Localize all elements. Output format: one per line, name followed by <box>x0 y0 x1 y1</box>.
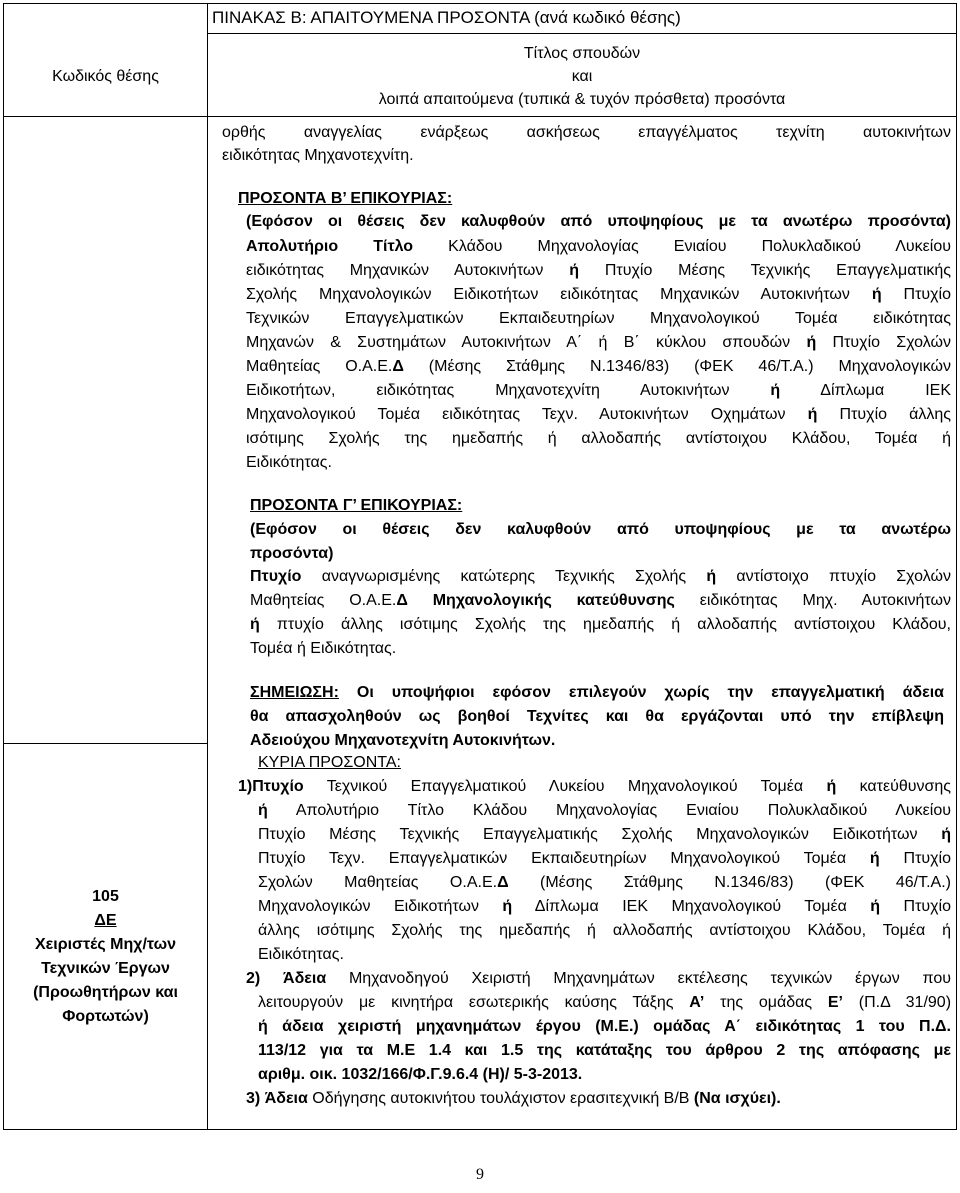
position-title-line4: Φορτωτών) <box>62 1008 149 1025</box>
note-line1: ΣΗΜΕΙΩΣΗ: Οι υποψήφιοι εφόσον επιλεγούν χωρίς την επαγγελματική άδεια <box>250 684 945 701</box>
main-heading: ΚΥΡΙΑ ΠΡΟΣΟΝΤΑ: <box>258 754 401 771</box>
item2-line1: 2) Άδεια Μηχανοδηγού Χειριστή Μηχανημάτων εκτέλεσης τεχνικών έργων που <box>246 970 951 987</box>
item1-line5: Σχολών Μαθητείας Ο.Α.Ε.Δ (Μέσης Στάθμης Ν.1346/83) (ΦΕΚ 46/Τ.Α.) <box>258 874 952 891</box>
section-b-line9: Μηχανολογικού Τομέα ειδικότητας Τεχν. Αυτοκινήτων Οχημάτων ή Πτυχίο άλλης <box>246 406 952 423</box>
position-title-line3: (Προωθητήρων και <box>33 984 178 1001</box>
col2-header-line1: Τίτλος σπουδών <box>523 45 641 62</box>
item3-line1: 3) Άδεια Οδήγησης αυτοκινήτου τουλάχιστον ερασιτεχνική Β/Β (Να ισχύει). <box>246 1090 781 1107</box>
section-b-line11: Ειδικότητας. <box>246 454 332 471</box>
note-line3: Αδειούχου Μηχανοτεχνίτη Αυτοκινήτων. <box>250 732 556 749</box>
section-b-line5: Τεχνικών Επαγγελματικών Εκπαιδευτηρίων Μηχανολογικού Τομέα ειδικότητας <box>246 310 951 327</box>
item1-line8: Ειδικότητας. <box>258 946 344 963</box>
section-c-line2: προσόντα) <box>250 545 334 562</box>
position-code: 105 <box>92 888 119 905</box>
table-title: ΠΙΝΑΚΑΣ Β: ΑΠΑΙΤΟΥΜΕΝΑ ΠΡΟΣΟΝΤΑ (ανά κωδικό θέσης) <box>212 8 681 27</box>
item1-line1: 1)Πτυχίο Τεχνικού Επαγγελματικού Λυκείου Μηχανολογικού Τομέα ή κατεύθυνσης <box>238 778 951 795</box>
item1-line3: Πτυχίο Μέσης Τεχνικής Επαγγελματικής Σχολής Μηχανολογικών Ειδικοτήτων ή <box>258 826 951 843</box>
title-row-divider <box>207 33 956 34</box>
section-b-line8: Ειδικοτήτων, ειδικότητας Μηχανοτεχνίτη Αυτοκινήτων ή Δίπλωμα ΙΕΚ <box>246 382 951 399</box>
section-c-line3: Πτυχίο αναγνωρισμένης κατώτερης Τεχνικής Σχολής ή αντίστοιχο πτυχίο Σχολών <box>250 568 951 585</box>
item2-line5: αριθμ. οικ. 1032/166/Φ.Γ.9.6.4 (Η)/ 5-3-2013. <box>258 1066 583 1083</box>
section-c-line1: (Εφόσον οι θέσεις δεν καλυφθούν από υποψηφίους με τα ανωτέρω <box>250 521 951 538</box>
section-c-line6: Τομέα ή Ειδικότητας. <box>250 640 397 657</box>
page-number: 9 <box>476 1166 484 1183</box>
continuation-line2: ειδικότητας Μηχανοτεχνίτη. <box>222 147 414 164</box>
col2-header-line2: και <box>571 68 593 85</box>
item1-line6: Μηχανολογικών Ειδικοτήτων ή Δίπλωμα ΙΕΚ Μηχανολογικού Τομέα ή Πτυχίο <box>258 898 951 915</box>
section-row-divider <box>3 743 207 744</box>
item2-line3: ή άδεια χειριστή μηχανημάτων έργου (Μ.Ε.) ομάδας Α΄ ειδικότητας 1 του Π.Δ. <box>258 1018 951 1035</box>
section-b-line3: ειδικότητας Μηχανικών Αυτοκινήτων ή Πτυχίο Μέσης Τεχνικής Επαγγελματικής <box>246 262 951 279</box>
continuation-line1: ορθής αναγγελίας ενάρξεως ασκήσεως επαγγέλματος τεχνίτη αυτοκινήτων <box>222 124 951 141</box>
section-c-line5: ή πτυχίο άλλης ισότιμης Σχολής της ημεδαπής ή αλλοδαπής αντίστοιχου Κλάδου, <box>250 616 951 633</box>
column-divider <box>207 3 208 1130</box>
table-border-top <box>3 3 956 4</box>
section-c-line4: Μαθητείας Ο.Α.Ε.Δ Μηχανολογικής κατεύθυνσης ειδικότητας Μηχ. Αυτοκινήτων <box>250 592 951 609</box>
item1-line4: Πτυχίο Τεχν. Επαγγελματικών Εκπαιδευτηρίων Μηχανολογικού Τομέα ή Πτυχίο <box>258 850 951 867</box>
col2-header-line3: λοιπά απαιτούμενα (τυπικά & τυχόν πρόσθετα) προσόντα <box>378 91 786 108</box>
section-b-line4: Σχολής Μηχανολογικών Ειδικοτήτων ειδικότητας Μηχανικών Αυτοκινήτων ή Πτυχίο <box>246 286 952 303</box>
position-title-line2: Τεχνικών Έργων <box>41 960 170 977</box>
note-line2: θα απασχοληθούν ως βοηθοί Τεχνίτες και θα εργάζονται υπό την επίβλεψη <box>250 708 944 725</box>
section-b-line1: (Εφόσον οι θέσεις δεν καλυφθούν από υποψηφίους με τα ανωτέρω προσόντα) <box>246 213 951 230</box>
table-border-bottom <box>3 1129 956 1130</box>
position-category: ΔΕ <box>94 912 117 929</box>
section-b-line2: Απολυτήριο Τίτλο Κλάδου Μηχανολογίας Ενιαίου Πολυκλαδικού Λυκείου <box>246 238 951 255</box>
item2-line2: λειτουργούν με κινητήρα εσωτερικής καύσης Τάξης Α’ της ομάδας Ε’ (Π.Δ 31/90) <box>258 994 952 1011</box>
section-b-heading: ΠΡΟΣΟΝΤΑ Β’ ΕΠΙΚΟΥΡΙΑΣ: <box>238 190 453 207</box>
section-b-line10: ισότιμης Σχολής της ημεδαπής ή αλλοδαπής αντίστοιχου Κλάδου, Τομέα ή <box>246 430 951 447</box>
header-row-divider <box>3 116 956 117</box>
item1-line2: ή Απολυτήριο Τίτλο Κλάδου Μηχανολογίας Ενιαίου Πολυκλαδικού Λυκείου <box>258 802 952 819</box>
col1-header: Κωδικός θέσης <box>52 68 159 85</box>
section-b-line7: Μαθητείας Ο.Α.Ε.Δ (Μέσης Στάθμης Ν.1346/83) (ΦΕΚ 46/Τ.Α.) Μηχανολογικών <box>246 358 952 375</box>
item2-line4: 113/12 για τα Μ.Ε 1.4 και 1.5 της κατάταξης του άρθρου 2 της απόφασης με <box>258 1042 951 1059</box>
section-b-line6: Μηχανών & Συστημάτων Αυτοκινήτων Α΄ ή Β΄ κύκλου σπουδών ή Πτυχίο Σχολών <box>246 334 952 351</box>
table-border-right <box>956 3 957 1130</box>
item1-line7: άλλης ισότιμης Σχολής της ημεδαπής ή αλλοδαπής αντίστοιχου Κλάδου, Τομέα ή <box>258 922 951 939</box>
section-c-heading: ΠΡΟΣΟΝΤΑ Γ’ ΕΠΙΚΟΥΡΙΑΣ: <box>250 497 463 514</box>
position-title-line1: Χειριστές Μηχ/των <box>35 936 176 953</box>
